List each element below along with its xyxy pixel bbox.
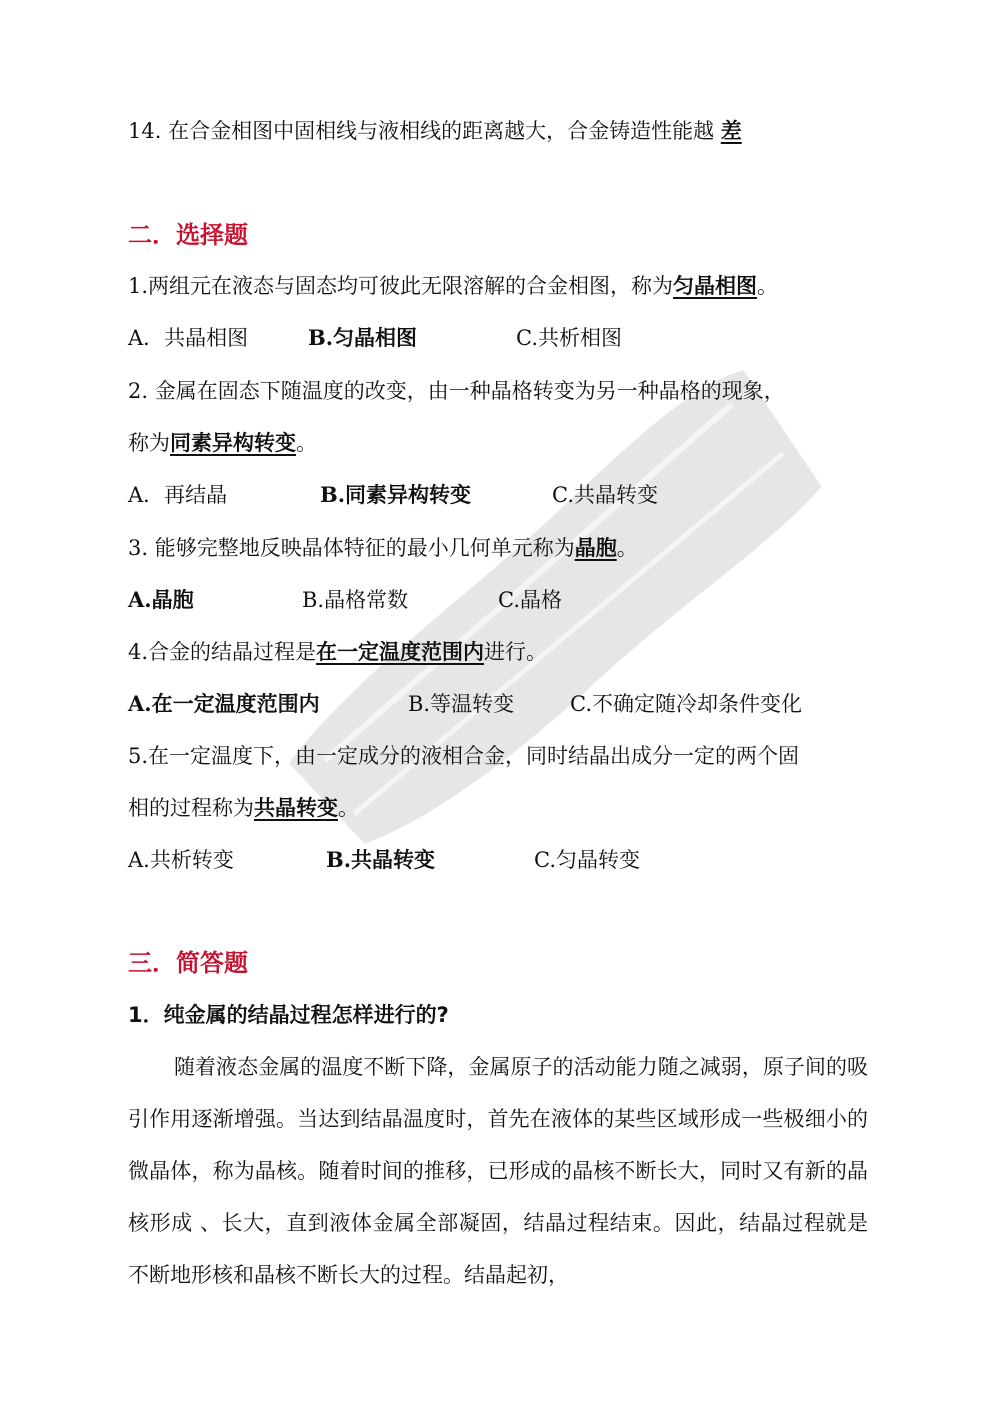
question-14-text: 14. 在合金相图中固相线与液相线的距离越大，合金铸造性能越 bbox=[128, 119, 715, 143]
mc-question-4-suffix: 进行。 bbox=[484, 640, 548, 664]
mc-question-2-suffix: 。 bbox=[296, 431, 317, 455]
mc-question-5-answer: 共晶转变 bbox=[254, 795, 338, 820]
mc-question-2-option-c: C.共晶转变 bbox=[552, 483, 658, 507]
mc-question-5 bbox=[128, 793, 359, 823]
mc-question-2-option-b: B.同素异构转变 bbox=[320, 482, 472, 507]
mc-question-1-option-a: A．共晶相图 bbox=[128, 326, 249, 350]
short-answer-question-1: 1．纯金属的结晶过程怎样进行的? bbox=[128, 1003, 449, 1027]
mc-question-1 bbox=[128, 271, 778, 301]
mc-question-4-option-b: B.等温转变 bbox=[408, 692, 515, 716]
mc-question-3-option-b: B.晶格常数 bbox=[302, 588, 409, 612]
mc-question-1-suffix: 。 bbox=[757, 274, 779, 298]
mc-question-3 bbox=[128, 533, 638, 563]
mc-question-3-option-c: C.晶格 bbox=[498, 588, 562, 612]
section-2-title: 二．选择题 bbox=[128, 221, 248, 249]
mc-question-2-text: 称为 bbox=[128, 431, 170, 455]
mc-question-4-option-a: A.在一定温度范围内 bbox=[128, 691, 320, 716]
mc-question-4-text: 4.合金的结晶过程是 bbox=[128, 640, 317, 664]
mc-question-5-text: 相的过程称为 bbox=[128, 796, 254, 820]
mc-question-5-option-a: A.共析转变 bbox=[128, 848, 234, 872]
mc-question-3-option-a: A.晶胞 bbox=[128, 587, 194, 612]
mc-question-4-option-c: C.不确定随冷却条件变化 bbox=[570, 692, 802, 716]
mc-question-5-suffix: 。 bbox=[338, 796, 359, 820]
mc-question-2-answer: 同素异构转变 bbox=[170, 430, 296, 455]
mc-question-1-option-c: C.共析相图 bbox=[516, 326, 622, 350]
mc-question-2-option-a: A．再结晶 bbox=[128, 483, 228, 507]
mc-question-5-line-1: 5.在一定温度下，由一定成分的液相合金，同时结晶出成分一定的两个固 bbox=[128, 744, 800, 768]
mc-question-4 bbox=[128, 637, 547, 667]
mc-question-2-line-1: 2. 金属在固态下随温度的改变，由一种晶格转变为另一种晶格的现象， bbox=[128, 379, 785, 403]
mc-question-5-option-c: C.匀晶转变 bbox=[534, 848, 640, 872]
mc-question-3-text: 3. 能够完整地反映晶体特征的最小几何单元称为 bbox=[128, 536, 575, 560]
mc-question-1-answer: 匀晶相图 bbox=[673, 273, 758, 298]
question-14 bbox=[128, 116, 742, 146]
mc-question-3-answer: 晶胞 bbox=[574, 535, 617, 560]
mc-question-4-answer: 在一定温度范围内 bbox=[316, 639, 485, 664]
mc-question-1-text: 1.两组元在液态与固态均可彼此无限溶解的合金相图，称为 bbox=[128, 274, 674, 298]
short-answer-1-paragraph: 随着液态金属的温度不断下降，金属原子的活动能力随之减弱，原子间的吸引作用逐渐增强。当达到结晶温度时，首先在液体的某些区域形成一些极细小的微晶体，称为晶核。随着时间的推移，已形成的晶核不断长大，同时又有新的晶核形成 、长大，直到液体金属全部凝固，结晶过程结束。因此，结晶过程就是不断地形核和晶核不断长大的过程。结晶起初， bbox=[128, 1055, 868, 1287]
mc-question-1-option-b: B.匀晶相图 bbox=[308, 325, 418, 350]
mc-question-2 bbox=[128, 428, 317, 458]
mc-question-3-suffix: 。 bbox=[616, 536, 638, 560]
mc-question-5-option-b: B.共晶转变 bbox=[326, 847, 436, 872]
question-14-answer: 差 bbox=[720, 118, 742, 143]
section-3-title: 三．简答题 bbox=[128, 949, 248, 977]
